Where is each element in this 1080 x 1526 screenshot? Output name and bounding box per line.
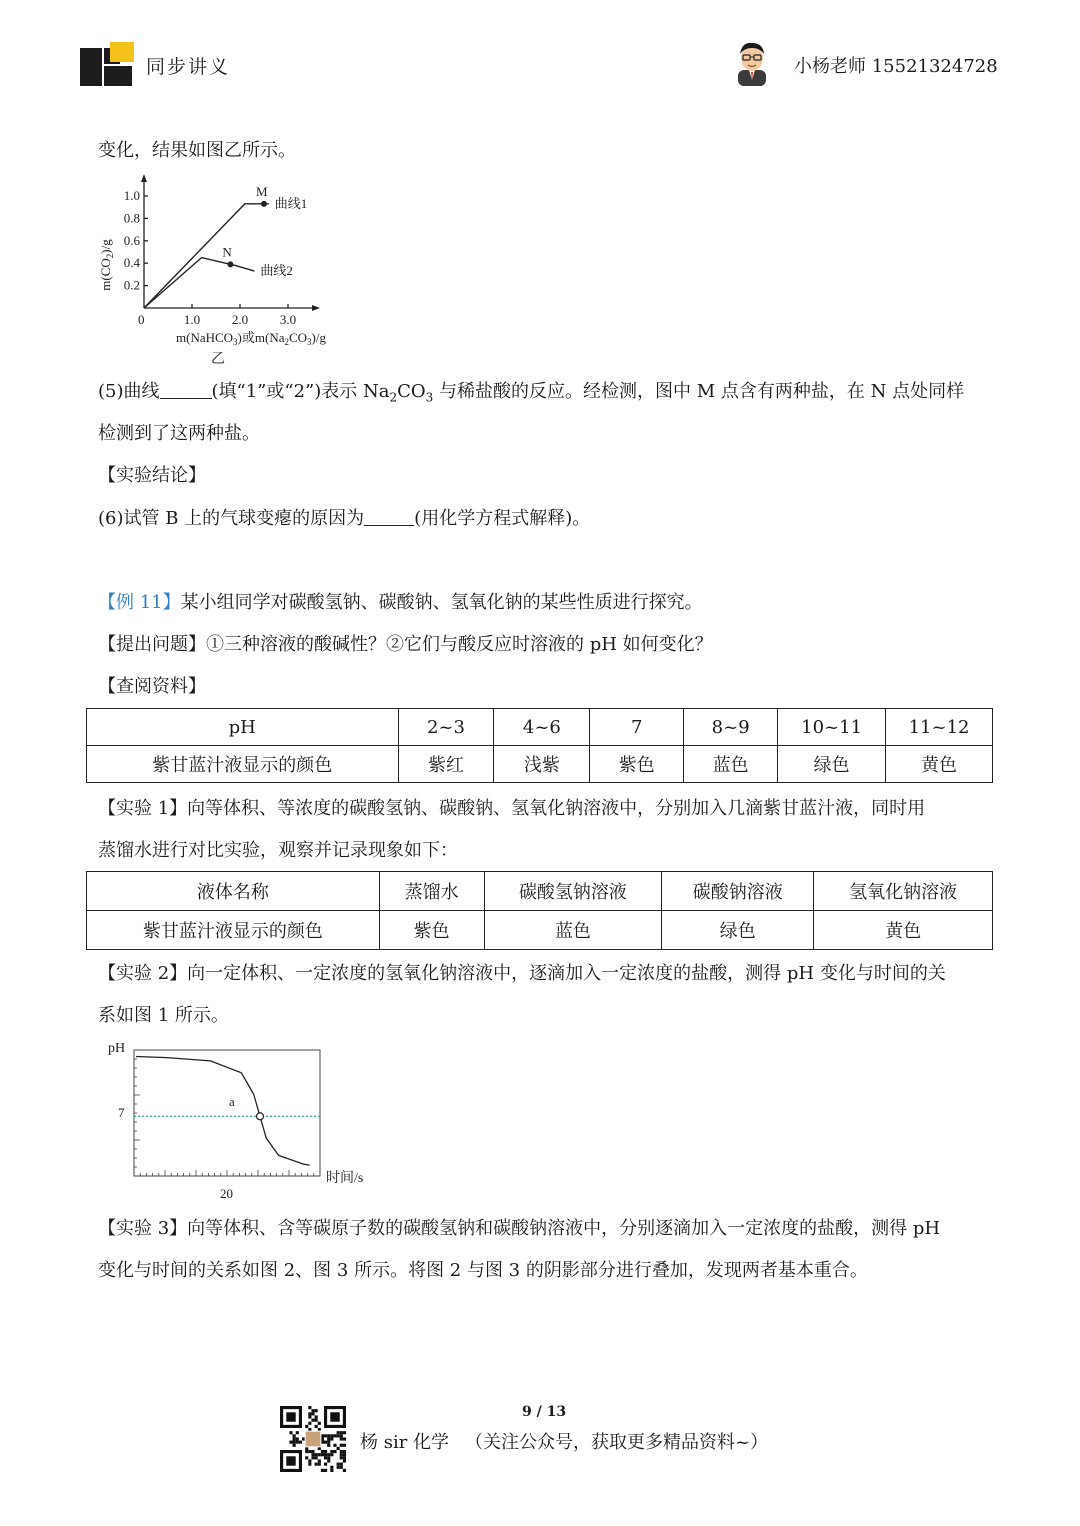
header-title: 同步讲义 [146,56,231,78]
qr-module [327,1434,330,1437]
qr-module [327,1456,330,1459]
q5-line2: 检测到了这两种盐。 [98,423,260,444]
table-cell: 4~6 [494,709,590,746]
chart2-xtick-20: 20 [220,1186,233,1201]
qr-module [340,1453,343,1456]
reference-heading: 【查阅资料】 [98,676,206,697]
data-point [261,201,267,207]
qr-module [296,1431,299,1434]
qr-module [318,1453,321,1456]
footer-brand: 杨 sir 化学 [360,1432,450,1453]
qr-module [318,1422,321,1425]
qr-module [333,1444,336,1447]
qr-module [340,1431,343,1434]
qr-module [337,1434,340,1437]
y-tick-label: 0.6 [123,232,140,248]
chart1-title: 乙 [211,352,225,367]
table-cell: 黄色 [886,746,993,783]
q6-blank[interactable] [364,507,414,526]
chart-ph-time [100,1036,380,1202]
qr-module [311,1450,314,1453]
qr-module [327,1441,330,1444]
qr-module [321,1469,324,1472]
qr-module [324,1469,327,1472]
point-label: N [222,244,232,260]
table-cell: pH [87,709,399,746]
qr-finder-core [286,1456,295,1465]
table-cell: 蓝色 [684,746,778,783]
chart2-point-label: a [229,1094,235,1109]
table-cell: 绿色 [778,746,886,783]
q5-blank[interactable] [160,380,212,399]
qr-module [296,1441,299,1444]
qr-module [330,1434,333,1437]
qr-module [321,1450,324,1453]
qr-module [337,1463,340,1466]
table-row [87,709,993,746]
table-cell: 10~11 [778,709,886,746]
qr-module [289,1431,292,1434]
table-cell: 碳酸钠溶液 [662,872,814,911]
qr-module [318,1459,321,1462]
qr-module [324,1434,327,1437]
header-logo [80,42,136,90]
qr-module [311,1412,314,1415]
qr-module [337,1431,340,1434]
y-tick-label: 1.0 [123,188,140,203]
y-tick-label: 0.4 [123,255,140,271]
plot-frame [134,1050,320,1176]
ylabel-sub: 2 [105,253,115,259]
qr-module [343,1459,346,1462]
qr-module [293,1441,296,1444]
qr-module [343,1437,346,1440]
series-name: 曲线1 [274,195,308,211]
qr-module [293,1434,296,1437]
table-row [87,872,993,911]
qr-module [340,1456,343,1459]
qr-module [343,1456,346,1459]
x-axis-arrow [312,305,320,311]
teacher-avatar [732,40,772,86]
qr-module [324,1441,327,1444]
qr-module [340,1463,343,1466]
table-cell: 氢氧化钠溶液 [814,872,993,911]
table-cell: 浅紫 [494,746,590,783]
x-tick-label: 3.0 [279,312,297,327]
qr-module [333,1434,336,1437]
table-cell: 2~3 [398,709,494,746]
chart1-xlabel: m(NaHCO$_3$)或$m(Na_2CO_3)/g$ [176,330,326,347]
example-line: 【例 11】某小组同学对碳酸氢钠、碳酸钠、氢氧化钠的某些性质进行探究。 [98,592,703,613]
qr-module [324,1450,327,1453]
qr-module [343,1453,346,1456]
qr-module [305,1450,308,1453]
qr-module [327,1437,330,1440]
exp3-line2: 变化与时间的关系如图 2、图 3 所示。将图 2 与图 3 的阴影部分进行叠加，发现两者基本重合。 [98,1260,868,1281]
ph-curve [136,1057,310,1166]
qr-module [289,1441,292,1444]
series-line-2 [144,258,254,308]
table-cell: 11~12 [886,709,993,746]
qr-module [340,1434,343,1437]
intro-line: 变化，结果如图乙所示。 [98,140,296,161]
qr-module [308,1415,311,1418]
qr-module [308,1459,311,1462]
q5-line1: (5)曲线 (填“1”或“2”)表示 $Na_2CO_3$ 与稀盐酸的反应。经检测，图中 M 点含有两种盐，在 N 点处同样 [98,381,965,405]
table-cell: 液体名称 [87,872,380,911]
qr-module [293,1437,296,1440]
qr-module [305,1425,308,1428]
qr-module [311,1409,314,1412]
table-cell: 紫色 [379,911,484,950]
qr-module [330,1469,333,1472]
table-cell: 紫红 [398,746,494,783]
qr-module [327,1459,330,1462]
table-cell: 蒸馏水 [379,872,484,911]
qr-module [343,1450,346,1453]
exp2-line1: 【实验 2】向一定体积、一定浓度的氢氧化钠溶液中，逐滴加入一定浓度的盐酸，测得 pH 变化与时间的关 [98,963,946,984]
teacher-contact: 小杨老师 15521324728 [794,56,998,77]
table-cell: 紫甘蓝汁液显示的颜色 [87,746,399,783]
exp3-line1: 【实验 3】向等体积、含等碳原子数的碳酸氢钠和碳酸钠溶液中，分别逐滴加入一定浓度的盐酸，测得 pH [98,1218,941,1239]
qr-module [315,1419,318,1422]
qr-module [330,1453,333,1456]
conclusion-heading: 【实验结论】 [98,465,206,486]
series-name: 曲线2 [260,263,293,279]
page-number: 9 / 13 [522,1404,567,1420]
chart-yi [96,170,356,370]
ph-color-table [86,708,993,783]
qr-module [299,1441,302,1444]
liquid-color-table [86,871,993,950]
chart1-ylabel: $m(CO_2)/g$ [98,239,115,291]
qr-module [324,1456,327,1459]
qr-avatar [305,1431,321,1447]
qr-module [296,1437,299,1440]
qr-module [327,1453,330,1456]
point-a [257,1113,264,1120]
chart2-xlabel: 时间/s [326,1171,364,1186]
data-point [227,261,233,267]
q6-line: (6)试管 B 上的气球变瘪的原因为 (用化学方程式解释)。 [98,508,591,529]
x-tick-label: 1.0 [183,312,201,327]
qr-module [343,1469,346,1472]
table-cell: 碳酸氢钠溶液 [484,872,662,911]
qr-module [324,1453,327,1456]
qr-module [321,1453,324,1456]
table-cell: 紫色 [590,746,684,783]
qr-module [315,1463,318,1466]
qr-module [308,1406,311,1409]
chart2-ylabel: pH [108,1041,126,1056]
qr-module [330,1466,333,1469]
table-cell: 黄色 [814,911,993,950]
table-cell: 8~9 [684,709,778,746]
qr-module [305,1456,308,1459]
qr-module [315,1425,318,1428]
qr-finder-core [330,1412,339,1421]
footer-slogan: （关注公众号，获取更多精品资料~） [465,1432,769,1453]
qr-module [308,1450,311,1453]
qr-module [343,1431,346,1434]
qr-module [311,1419,314,1422]
y-tick-label: 0.8 [123,210,140,226]
y-tick-label: 0.2 [123,277,140,293]
qr-module [327,1444,330,1447]
chart2-ytick-7: 7 [118,1105,125,1120]
x-tick-label: 0 [138,312,145,327]
qr-module [330,1450,333,1453]
qr-module [340,1450,343,1453]
qr-module [340,1466,343,1469]
qr-module [318,1463,321,1466]
qr-module [315,1456,318,1459]
qr-module [337,1447,340,1450]
qr-module [315,1453,318,1456]
qr-module [340,1437,343,1440]
point-label: M [256,183,268,199]
exp1-line1: 【实验 1】向等体积、等浓度的碳酸氢钠、碳酸钠、氢氧化钠溶液中，分别加入几滴紫甘蓝汁液，同时用 [98,798,926,819]
example-tag: 【例 11】 [98,592,181,613]
table-cell: 蓝色 [484,911,662,950]
qr-finder-core [286,1412,295,1421]
qr-module [311,1456,314,1459]
qr-module [311,1453,314,1456]
qr-module [343,1444,346,1447]
qr-module [308,1412,311,1415]
qr-module [330,1437,333,1440]
qr-module [337,1466,340,1469]
question-line: 【提出问题】①三种溶液的酸碱性？②它们与酸反应时溶液的 pH 如何变化？ [98,634,713,655]
table-row [87,911,993,950]
table-cell: 紫甘蓝汁液显示的颜色 [87,911,380,950]
table-row [87,746,993,783]
table-cell: 7 [590,709,684,746]
qr-module [315,1415,318,1418]
qr-module [315,1409,318,1412]
qr-module [324,1463,327,1466]
qr-module [340,1444,343,1447]
qr-module [293,1444,296,1447]
qr-module [333,1450,336,1453]
exp1-line2: 蒸馏水进行对比实验，观察并记录现象如下： [98,840,458,861]
table-cell: 绿色 [662,911,814,950]
y-axis-arrow [141,174,147,182]
exp2-line2: 系如图 1 所示。 [98,1005,229,1026]
qr-module [308,1422,311,1425]
qr-module [308,1463,311,1466]
qr-code[interactable] [280,1406,346,1472]
x-tick-label: 2.0 [231,312,249,327]
